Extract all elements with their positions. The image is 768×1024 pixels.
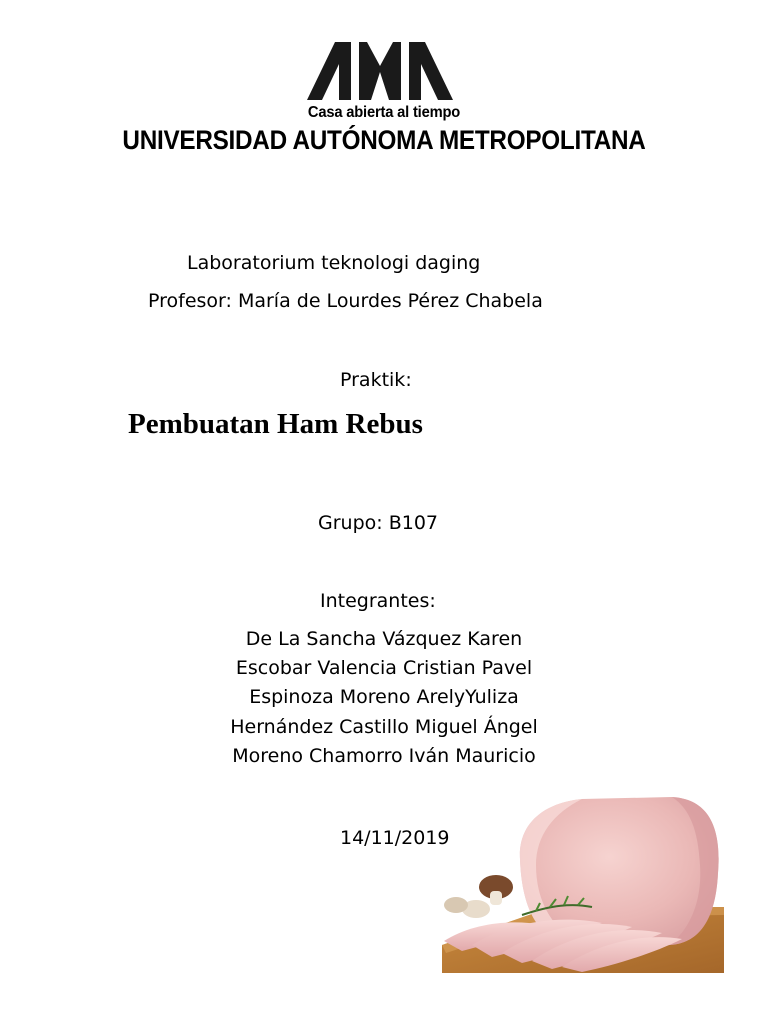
uam-logo (307, 42, 453, 100)
university-tagline: Casa abierta al tiempo (307, 104, 461, 121)
member-name: Hernández Castillo Miguel Ángel (230, 716, 538, 738)
members-label: Integrantes: (320, 590, 436, 612)
group-label: Grupo: B107 (318, 512, 439, 534)
report-date: 14/11/2019 (340, 827, 450, 849)
member-name: Moreno Chamorro Iván Mauricio (232, 745, 536, 767)
university-name: UNIVERSIDAD AUTÓNOMA METROPOLITANA (122, 125, 646, 155)
course-name: Laboratorium teknologi daging (187, 252, 481, 274)
member-name: Espinoza Moreno ArelyYuliza (249, 686, 519, 708)
professor-name: Profesor: María de Lourdes Pérez Chabela (148, 290, 543, 312)
practice-label: Praktik: (340, 369, 412, 391)
member-name: De La Sancha Vázquez Karen (245, 628, 523, 650)
ham-image (432, 795, 724, 973)
member-name: Escobar Valencia Cristian Pavel (235, 657, 533, 679)
practice-title: Pembuatan Ham Rebus (128, 408, 423, 440)
